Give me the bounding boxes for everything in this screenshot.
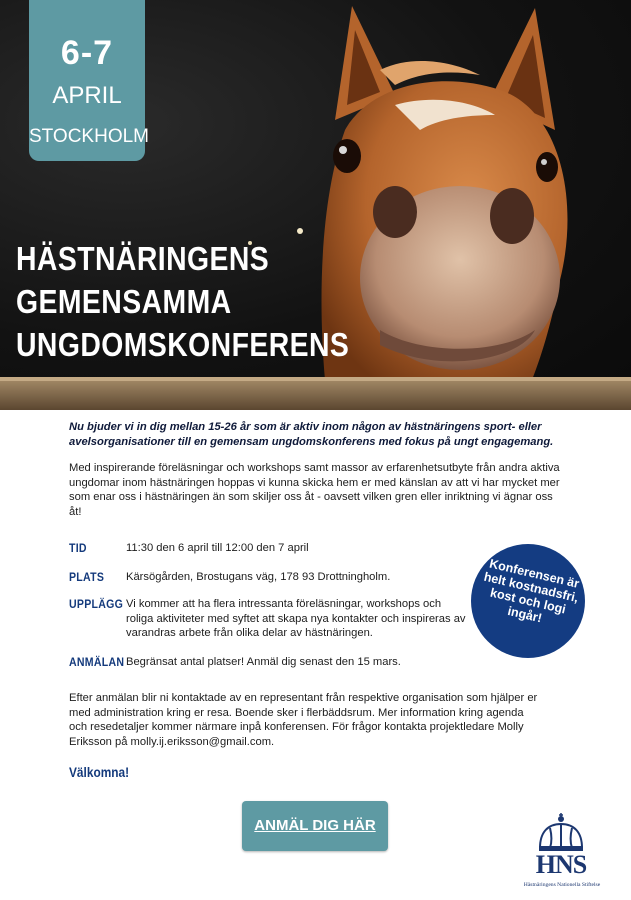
date-city: STOCKHOLM <box>29 126 150 147</box>
logo-caption: Hästnäringens Nationella Stiftelse <box>523 882 601 888</box>
info-label: TID <box>69 541 87 555</box>
title-line: UNGDOMSKONFERENS <box>16 326 350 363</box>
date-range: 6-7 <box>60 34 114 72</box>
free-badge <box>471 544 585 658</box>
register-button-label: ANMÄL DIG HÄR <box>254 817 376 834</box>
date-badge <box>29 0 150 161</box>
info-value: Kärsögården, Brostugans väg, 178 93 Drottningholm. <box>126 571 391 583</box>
crown-icon <box>534 812 588 852</box>
info-label: ANMÄLAN <box>69 655 125 669</box>
intro-text: Nu bjuder vi in dig mellan 15-26 år som är aktiv inom någon av hästnäringens sport- eller avelsorganisationer till en gemensam ungdomskonferens med fokus på ungt engagemang. <box>69 421 554 448</box>
info-value: Vi kommer att ha flera intressanta föreläsningar, workshops och roliga aktiviteter med syftet att skapa nya kontakter och inspireras av varandras arbete från olika delar av hästnäringen. <box>126 598 466 639</box>
contact-text: Efter anmälan blir ni kontaktade av en representant från respektive organisation som hjälper er med administration kring er resa. Boende sker i flerbäddsrum. Mer information kring agenda och resedetaljer kommer närmare inpå konferensen. För frågor kontakta projektledare Molly Eriksson på molly.ij.eriksson@gmail.com. <box>69 692 538 748</box>
free-badge-text: Konferensen är helt kostnadsfri, kost och logi ingår! <box>482 556 581 626</box>
hero-image <box>0 0 631 410</box>
hns-logo <box>521 812 601 898</box>
info-label: PLATS <box>69 570 105 584</box>
title-line: GEMENSAMMA <box>16 283 232 320</box>
info-value: 11:30 den 6 april till 12:00 den 7 april <box>126 542 309 554</box>
register-button[interactable] <box>242 801 388 851</box>
welcome-text: Välkomna! <box>69 765 130 780</box>
page-title <box>16 237 349 366</box>
description-text: Med inspirerande föreläsningar och workshops samt massor av erfarenhetsutbyte från andra aktiva ungdomar inom hästnäringen hoppas vi kunna skicka hem er med känslan av att vi har mycket mer som enar oss i hästnäringen än som skiljer oss åt - oavsett vilken gren eller inriktning vi ägnar oss åt! <box>69 462 560 518</box>
date-month: APRIL <box>52 82 122 109</box>
title-line: HÄSTNÄRINGENS <box>16 240 270 277</box>
info-value: Begränsat antal platser! Anmäl dig senast den 15 mars. <box>126 656 401 668</box>
logo-letters: HNS <box>535 850 587 879</box>
info-label: UPPLÄGG <box>69 597 124 611</box>
